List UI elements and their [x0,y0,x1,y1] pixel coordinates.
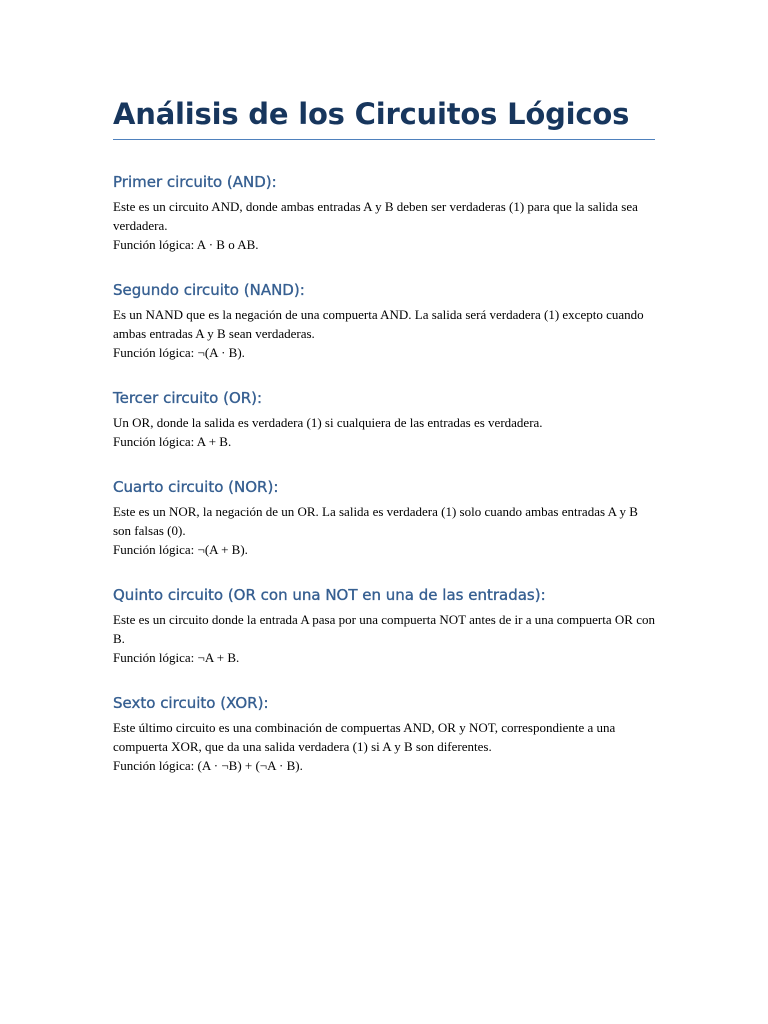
section-heading: Sexto circuito (XOR): [113,694,269,712]
logic-function: Función lógica: ¬(A · B). [113,345,245,360]
section-nor [113,477,655,559]
section-description: Este es un circuito donde la entrada A pasa por una compuerta NOT antes de ir a una compuerta OR con B. [113,612,655,646]
logic-function: Función lógica: (A · ¬B) + (¬A · B). [113,758,303,773]
logic-function: Función lógica: ¬A + B. [113,650,240,665]
section-heading: Quinto circuito (OR con una NOT en una de las entradas): [113,586,546,604]
section-nand [113,280,655,362]
section-xor [113,693,655,775]
logic-function: Función lógica: A · B o AB. [113,237,259,252]
section-description: Este último circuito es una combinación de compuertas AND, OR y NOT, correspondiente a una compuerta XOR, que da una salida verdadera (1) si A y B son diferentes. [113,720,616,754]
section-heading: Segundo circuito (NAND): [113,281,305,299]
section-heading: Cuarto circuito (NOR): [113,478,279,496]
section-or [113,388,655,451]
section-description: Un OR, donde la salida es verdadera (1) si cualquiera de las entradas es verdadera. [113,415,543,430]
section-heading: Tercer circuito (OR): [113,389,263,407]
document-page [113,94,655,801]
section-heading: Primer circuito (AND): [113,173,277,191]
section-and [113,172,655,254]
logic-function: Función lógica: ¬(A + B). [113,542,248,557]
title-underline [113,139,655,140]
section-description: Este es un circuito AND, donde ambas entradas A y B deben ser verdaderas (1) para que la salida sea verdadera. [113,199,638,233]
section-description: Este es un NOR, la negación de un OR. La salida es verdadera (1) solo cuando ambas entradas A y B son falsas (0). [113,504,638,538]
logic-function: Función lógica: A + B. [113,434,232,449]
section-or-not [113,585,655,667]
section-description: Es un NAND que es la negación de una compuerta AND. La salida será verdadera (1) excepto cuando ambas entradas A y B sean verdaderas. [113,307,644,341]
document-title: Análisis de los Circuitos Lógicos [113,97,630,131]
